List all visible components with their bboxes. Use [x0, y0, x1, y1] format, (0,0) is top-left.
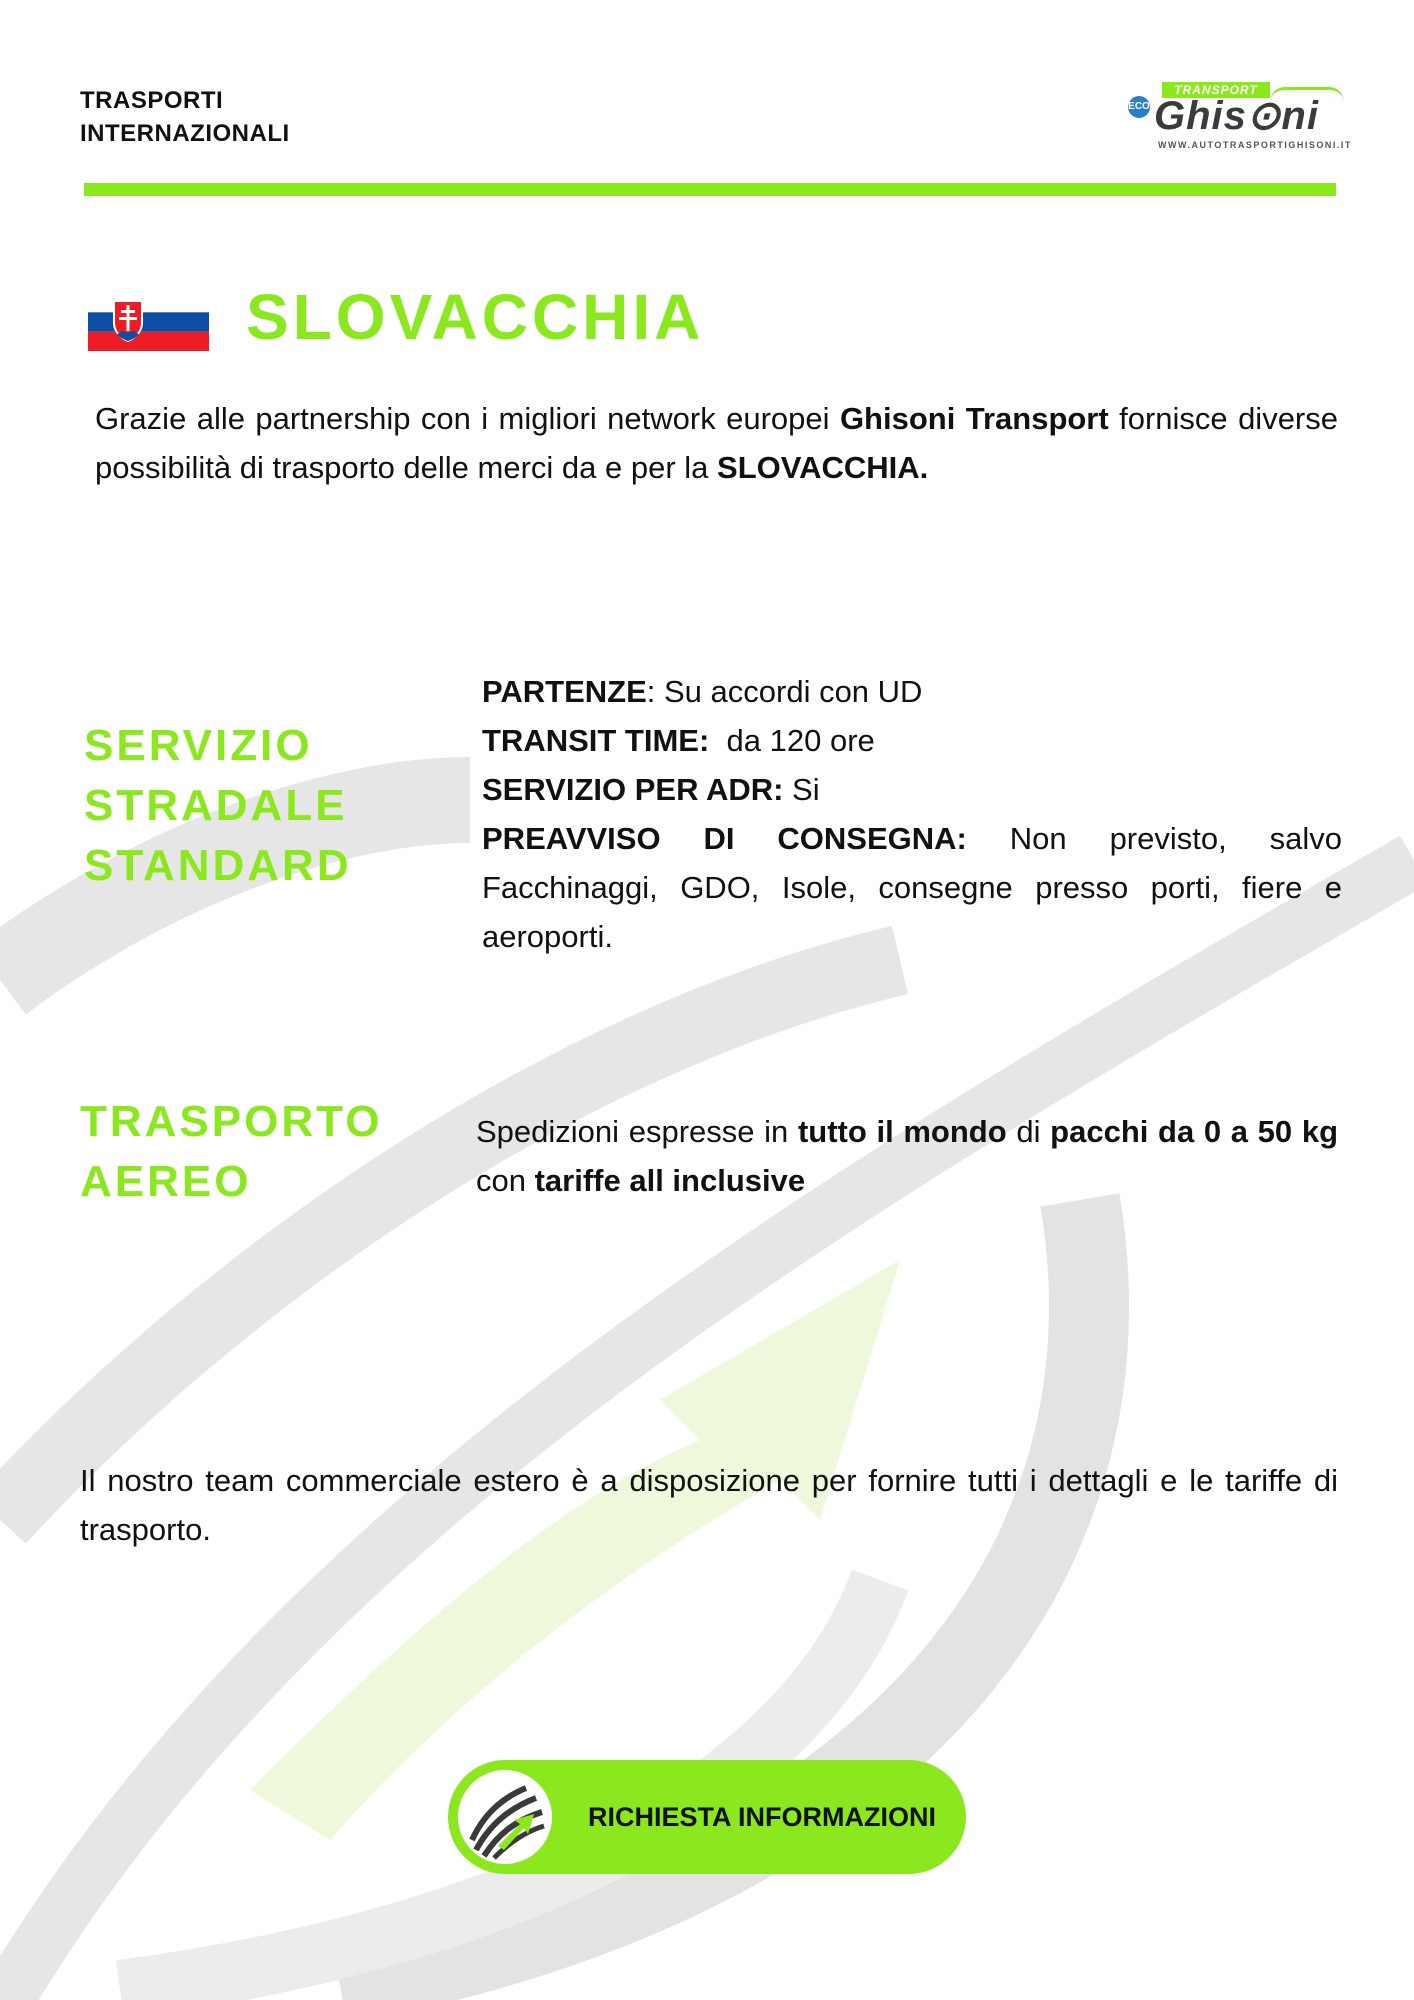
header-kicker-line-2: INTERNAZIONALI: [80, 120, 290, 147]
air-service-details: [476, 1107, 1338, 1205]
intro-paragraph: [95, 394, 1338, 492]
preavviso-row: [482, 814, 1342, 961]
request-info-label[interactable]: RICHIESTA INFORMAZIONI: [588, 1802, 936, 1832]
road-title-line-3: STANDARD: [84, 841, 352, 890]
logo-wordmark: Ghis⊙ni: [1154, 94, 1319, 138]
air-bold-1: tutto il mondo: [797, 1114, 1007, 1149]
ghisoni-logo-icon: [458, 1770, 552, 1864]
road-service-details: [482, 667, 1342, 961]
transit-time-label: TRANSIT TIME:: [482, 723, 710, 758]
partenze-value: : Su accordi con UD: [646, 674, 923, 709]
country-title: SLOVACCHIA: [246, 281, 705, 353]
slovakia-flag-icon: [88, 293, 209, 351]
road-title-line-2: STRADALE: [84, 781, 348, 830]
logo-url: WWW.AUTOTRASPORTIGHISONI.IT: [1158, 140, 1352, 150]
air-bold-2: pacchi da 0 a 50 kg: [1050, 1114, 1339, 1149]
transit-time-row: [482, 716, 1342, 765]
logo-transport-band: TRANSPORT: [1162, 82, 1270, 98]
air-text-3: con: [476, 1163, 535, 1198]
intro-country: SLOVACCHIA.: [717, 450, 929, 485]
ghisoni-logo: [1128, 82, 1352, 154]
closing-paragraph: Il nostro team commerciale estero è a disposizione per fornire tutti i dettagli e le tariffe di trasporto.: [80, 1463, 1338, 1547]
air-text-1: Spedizioni espresse in: [476, 1114, 798, 1149]
road-title-line-1: SERVIZIO: [84, 721, 313, 770]
header-divider: [84, 183, 1336, 196]
preavviso-value: Non previsto, salvo Facchinaggi, GDO, Isole, consegne presso porti, fiere e aeroporti.: [482, 821, 1343, 954]
air-text-2: di: [1006, 1114, 1051, 1149]
air-bold-3: tariffe all inclusive: [534, 1163, 806, 1198]
air-service-title: [80, 1092, 460, 1212]
intro-brand: Ghisoni Transport: [839, 401, 1109, 436]
intro-text-1: Grazie alle partnership con i migliori network europei: [95, 401, 840, 436]
logo-eco-badge: ECO: [1128, 96, 1150, 118]
adr-row: [482, 765, 1342, 814]
request-info-button[interactable]: [448, 1760, 966, 1874]
preavviso-label: PREAVVISO DI CONSEGNA:: [482, 821, 967, 856]
adr-value: Si: [783, 772, 820, 807]
transit-time-value: da 120 ore: [709, 723, 875, 758]
adr-label: SERVIZIO PER ADR:: [482, 772, 784, 807]
partenze-label: PARTENZE: [482, 674, 647, 709]
partenze-row: [482, 667, 1342, 716]
header-kicker: [80, 84, 380, 150]
air-title-line-1: TRASPORTO: [80, 1097, 383, 1146]
intro-text-2: fornisce diverse possibilità di trasporto delle merci da e per la: [95, 401, 1338, 485]
road-service-title: [84, 716, 444, 896]
header-kicker-line-1: TRASPORTI: [80, 87, 224, 114]
air-title-line-2: AEREO: [80, 1157, 252, 1206]
